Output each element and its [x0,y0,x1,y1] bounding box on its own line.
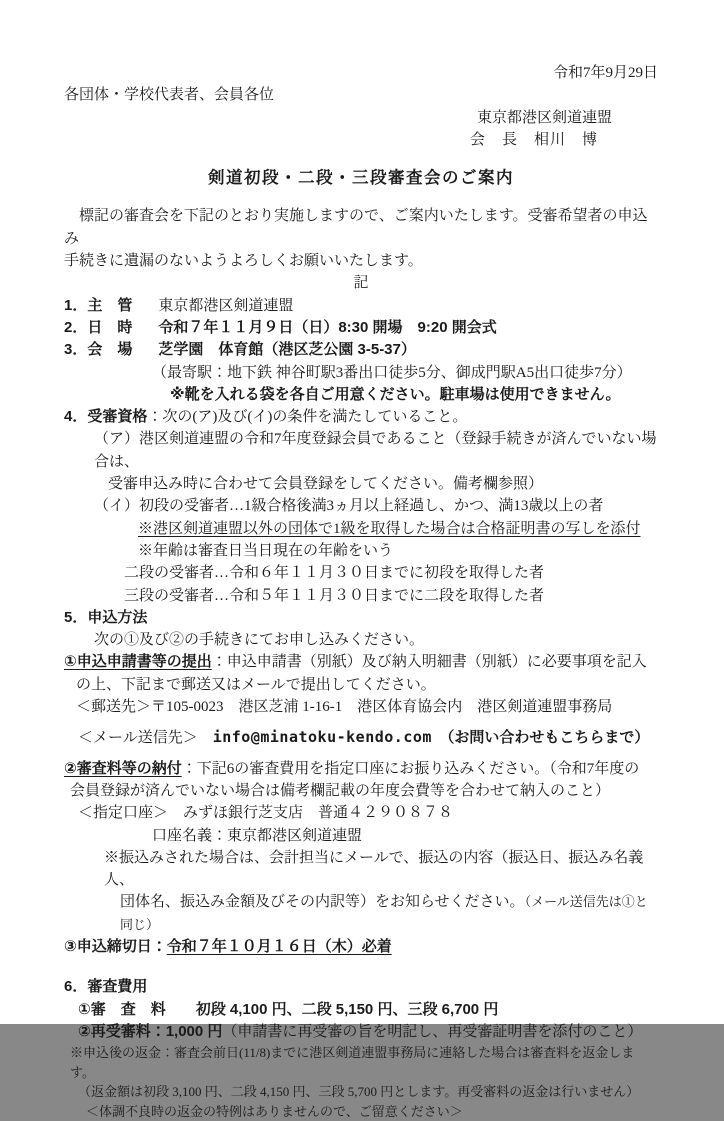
application-intro: 次の①及び②の手続きにてお申し込みください。 [94,632,425,649]
item-2-value: 令和７年１１月９日（日）8:30 開場 9:20 開会式 [158,318,497,336]
notice-marker: 記 [353,275,369,292]
shoe-bag-note: ※靴を入れる袋を各自ご用意ください。駐車場は使用できません。 [170,385,621,403]
transfer-note-line-2: 団体名、振込み金額及びその内訳等）をお知らせください。（メール送信先は①と同じ） [120,894,648,932]
email-line [78,726,658,749]
transfer-note-line-1: ※振込みされた場合は、会計担当にメールで、振込の内容（振込日、振込み名義人、 [104,849,644,889]
step-2-heading: ②審査料等の納付 [64,759,182,777]
application-deadline: 令和７年１０月１６日（木）必着 [166,937,392,955]
item-2-heading: 2．日 時 [64,318,133,336]
section-gap [64,958,658,968]
refund-policy-line-1: ※申込後の返金：審査会前日(11/8)までに港区剣道連盟事務局に連絡した場合は審査料を返金します。 [70,1045,635,1080]
intro-paragraph-line-2: 手続きに遺漏のないようよろしくお願いいたします。 [64,253,423,270]
step-2-continuation: 会員登録が済んでいない場合は備考欄記載の年度会費等を合わせて納入のこと） [70,782,611,799]
item-6-fees [64,976,658,998]
item-1-heading: 1．主 管 [64,296,133,314]
step-1-heading: ①申込申請書等の提出 [64,653,212,671]
re-examination-fee-line [78,1021,658,1043]
eligibility-sandan: 三段の受審者…令和５年１１月３０日までに二段を取得した者 [124,587,545,604]
step-3-heading: ③申込締切日 [64,937,152,955]
eligibility-b-line-1: （イ）初段の受審者…1級合格後満3ヵ月以上経過し、かつ、満13歳以上の者 [94,498,604,515]
venue-access-note: （最寄駅：地下鉄 神谷町駅3番出口徒歩5分、御成門駅A5出口徒歩7分） [152,364,632,381]
item-5-heading: 5．申込方法 [64,608,148,626]
re-exam-fee-note: （申請書に再受審の旨を明記し、再受審証明書を添付のこと） [222,1023,643,1040]
examination-fee-line: ①審 査 料 初段 4,100 円、二段 5,150 円、三段 6,700 円 [78,1000,499,1018]
item-4-condition: ：次の(ア)及び(イ)の条件を満たしていること。 [147,409,468,426]
item-6-heading: 6．審査費用 [64,978,148,996]
item-1-organizer [64,295,658,317]
item-2-datetime [64,317,658,339]
document-title: 剣道初段・二段・三段審査会のご案内 [208,169,514,188]
eligibility-a-line-2: 受審申込み時に合わせて会員登録をしてください。備考欄参照） [108,476,544,493]
item-5-application [64,607,658,629]
eligibility-b-note-age: ※年齢は審査日当日現在の年齢をいう [138,542,394,559]
refund-policy-line-2: （返金額は初段 3,100 円、二段 4,150 円、三段 5,700 円とします。再受審料の返金は行いません） [78,1084,640,1100]
email-note: （お問い合わせもこちらまで） [431,729,650,747]
eligibility-a-line-1: （ア）港区剣道連盟の令和7年度登録会員であること（登録手続きが済んでいない場合は、 [94,431,657,470]
step-3-colon: ： [151,937,167,955]
application-step-3 [64,936,658,958]
intro-paragraph-line-1: 標記の審査会を下記のとおり実施しますので、ご案内いたします。受審希望者の申込み [64,208,648,247]
re-exam-fee: ②再受審料：1,000 円 [78,1022,223,1040]
president-name: 会 長 相川 博 [469,131,598,148]
item-4-eligibility [64,406,658,428]
refund-policy-line-3: ＜体調不良時の返金の特例はありませんので、ご留意ください＞ [86,1103,463,1119]
step-1-text: ：申込申請書（別紙）及び納入明細書（別紙）に必要事項を記入 [211,654,647,671]
organization-name: 東京都港区剣道連盟 [476,109,612,126]
email-label: ＜メール送信先＞ [78,730,213,747]
eligibility-nidan: 二段の受審者…令和６年１１月３０日までに初段を取得した者 [124,565,545,582]
item-4-heading: 4．受審資格 [64,408,148,426]
postal-address: ＜郵送先＞〒105-0023 港区芝浦 1-16-1 港区体育協会内 港区剣道連盟事務局 [76,699,613,716]
transfer-note-small: （メール送信先は①と同じ） [120,894,648,932]
bank-account: ＜指定口座＞ みずほ銀行芝支店 普通４２９０８７８ [78,805,454,822]
recipients-line: 各団体・学校代表者、会員各位 [64,87,275,104]
item-3-venue [64,339,658,361]
step-1-continuation: の上、下記まで郵送又はメールで提出してください。 [76,676,436,693]
step-2-text: ：下記6の審査費用を指定口座にお振り込みください。（令和7年度の [181,760,640,777]
application-step-2 [64,758,658,780]
application-step-1 [64,651,658,673]
issue-date: 令和7年9月29日 [552,65,658,81]
eligibility-b-note-certificate: ※港区剣道連盟以外の団体で1級を取得した場合は合格証明書の写しを添付 [138,520,641,537]
email-address: info@minatoku-kendo.com [212,728,432,747]
item-3-value: 芝学園 体育館（港区芝公園 3-5-37） [158,341,416,359]
item-3-heading: 3．会 場 [64,341,133,359]
bank-account-name: 口座名義：東京都港区剣道連盟 [152,827,363,844]
item-1-value: 東京都港区剣道連盟 [158,297,294,314]
